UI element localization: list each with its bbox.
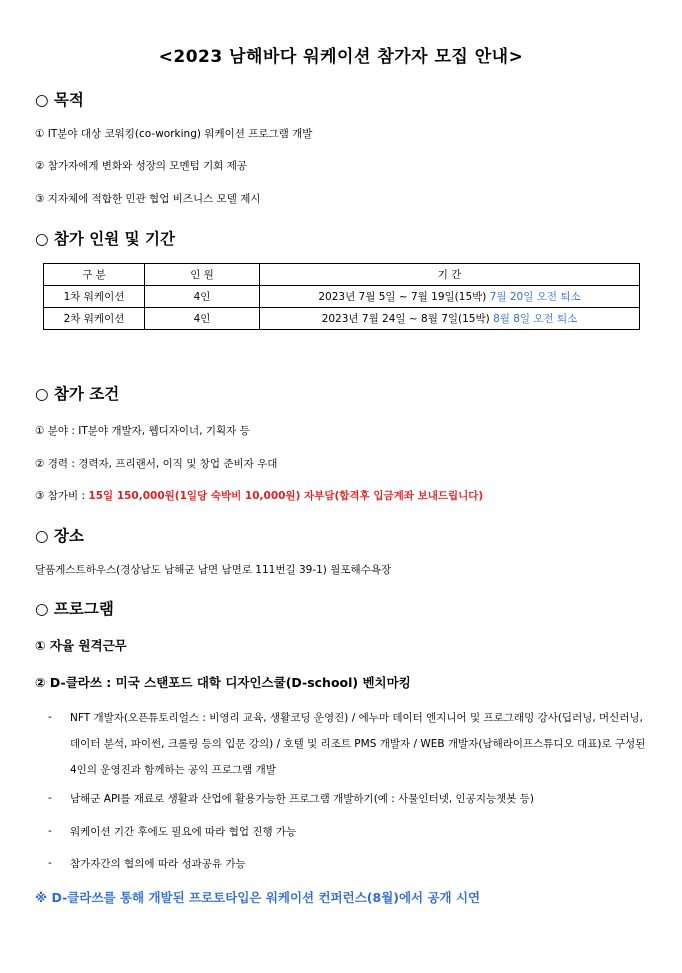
condition-item-2: ② 경력 : 경력자, 프리랜서, 이직 및 창업 준비자 우대 — [35, 458, 278, 470]
bullet-dash: - — [48, 857, 52, 869]
page-title: <2023 남해바다 워케이션 참가자 모집 안내> — [158, 47, 524, 67]
fee-value: 15일 150,000원(1일당 숙박비 10,000원) 자부담(합격후 입금계좌 보내드립니다) — [88, 490, 484, 502]
purpose-item-1: ① IT분야 대상 코워킹(co-working) 워케이션 프로그램 개발 — [35, 128, 313, 140]
table-header-cell: 구 분 — [44, 264, 145, 286]
location-heading: ○ 장소 — [35, 527, 84, 545]
program-sub-1: ① 자율 원격근무 — [35, 638, 127, 653]
bullet-text: NFT 개발자(오픈튜토리얼스 : 비영리 교육, 생활코딩 운영진) / 에누마 데이터 엔지니어 및 프로그래밍 강사(딥러닝, 머신러닝, 데이터 분석, 파이썬, 크롤링 등의 입문 강의) / 호텔 및 리조트 PMS 개발자 / WEB 개발자(남해라이프스튜디오 대표)로 구성된 4인의 운영진과 함께하는 공익 프로그램 개발 — [70, 712, 646, 776]
checkout-text: 8월 8일 오전 퇴소 — [493, 313, 578, 325]
table-header-row — [44, 264, 640, 286]
round-cell: 1차 워케이션 — [44, 286, 145, 308]
table-row — [44, 286, 640, 308]
checkout-text: 7월 20일 오전 퇴소 — [489, 291, 581, 303]
location-text: 달품게스트하우스(경상남도 남해군 남면 남면로 111번길 39-1) 월포해수욕장 — [35, 564, 392, 576]
bullet-dash: - — [48, 792, 52, 804]
condition-item-1: ① 분야 : IT분야 개발자, 웹디자이너, 기획자 등 — [35, 425, 250, 437]
conditions-heading: ○ 참가 조건 — [35, 385, 120, 403]
schedule-table — [43, 263, 640, 330]
period-text: 2023년 7월 24일 ~ 8월 7일(15박) — [321, 313, 490, 325]
table-header-cell: 기 간 — [260, 264, 640, 286]
condition-item-fee — [35, 488, 483, 503]
schedule-heading: ○ 참가 인원 및 기간 — [35, 230, 175, 248]
bullet-dash: - — [48, 825, 52, 837]
period-text: 2023년 7월 5일 ~ 7월 19일(15박) — [318, 291, 487, 303]
period-cell — [260, 286, 640, 308]
bullet-text: 남해군 API를 재료로 생활과 산업에 활용가능한 프로그램 개발하기(예 : 사물인터넷, 인공지능챗봇 등) — [70, 793, 534, 805]
bullet-dash: - — [48, 711, 52, 723]
purpose-item-2: ② 참가자에게 변화와 성장의 모멘텀 기회 제공 — [35, 160, 248, 172]
bullet-text: 참가자간의 협의에 따라 성과공유 가능 — [70, 858, 246, 870]
program-sub-2: ② D-클라쓰 : 미국 스탠포드 대학 디자인스쿨(D-school) 벤치마킹 — [35, 675, 411, 690]
table-header-cell: 인 원 — [145, 264, 260, 286]
people-cell: 4인 — [145, 308, 260, 330]
program-heading: ○ 프로그램 — [35, 600, 114, 618]
program-note: ※ D-클라쓰를 통해 개발된 프로토타입은 워케이션 컨퍼런스(8월)에서 공개 시연 — [35, 890, 481, 905]
round-cell: 2차 워케이션 — [44, 308, 145, 330]
fee-label: ③ 참가비 : — [35, 490, 89, 502]
bullet-text: 워케이션 기간 후에도 필요에 따라 협업 진행 가능 — [70, 826, 297, 838]
table-row — [44, 308, 640, 330]
people-cell: 4인 — [145, 286, 260, 308]
purpose-item-3: ③ 지자체에 적합한 민관 협업 비즈니스 모델 제시 — [35, 193, 261, 205]
period-cell — [260, 308, 640, 330]
purpose-heading: ○ 목적 — [35, 91, 84, 109]
